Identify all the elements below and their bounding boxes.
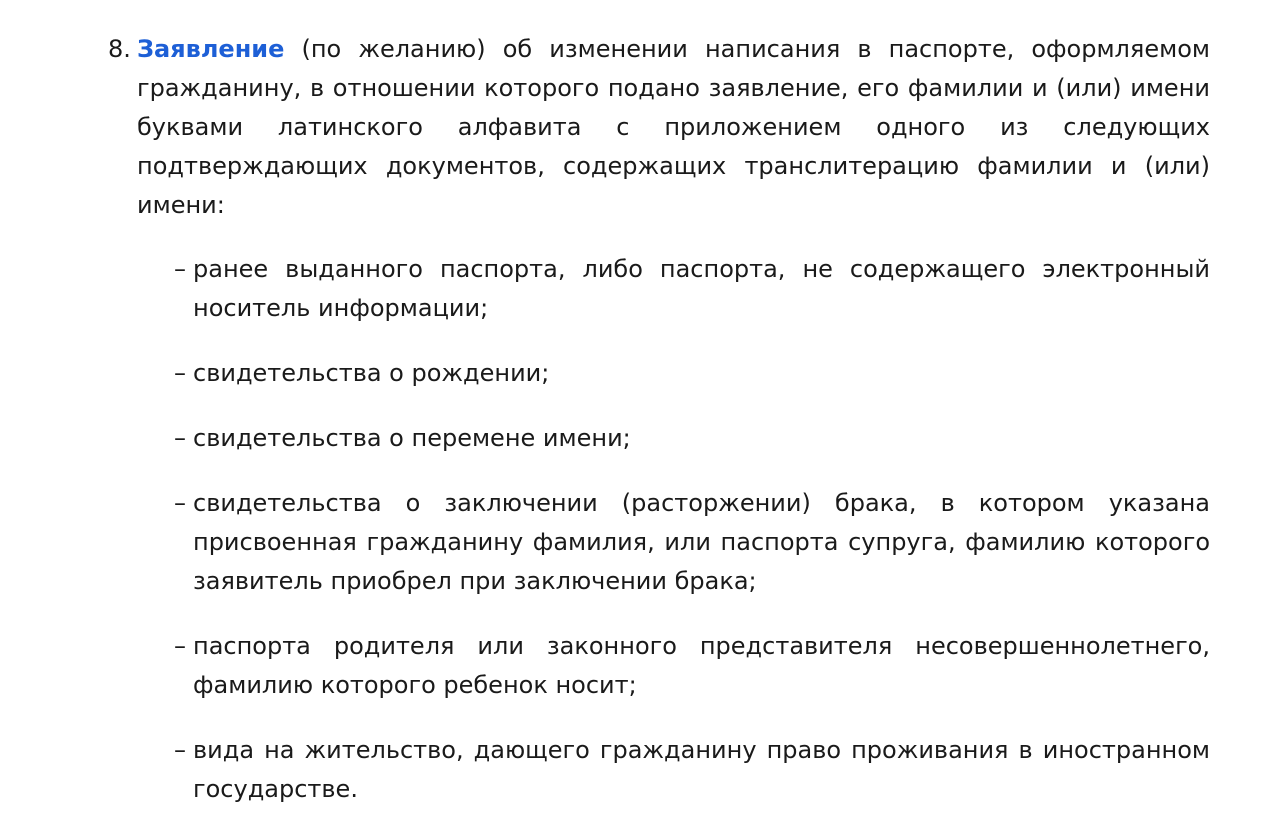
list-item <box>174 354 1210 393</box>
list-item-text: паспорта родителя или законного представителя несовершеннолетнего, фамилию которого ребенок носит; <box>193 632 1210 699</box>
list-item <box>174 484 1210 601</box>
list-item-text: (по желанию) об изменении написания в паспорте, оформляемом гражданину, в отношении которого подано заявление, его фамилии и (или) имени буквами латинского алфавита с приложением одного из следующих подтверждающих документов, содержащих транслитерацию фамилии и (или) имени: <box>137 35 1210 219</box>
dash-marker: – <box>174 255 186 283</box>
list-item <box>174 419 1210 458</box>
list-item <box>174 731 1210 809</box>
list-item-text: свидетельства о перемене имени; <box>193 424 631 452</box>
dash-marker: – <box>174 424 186 452</box>
list-item-text: свидетельства о рождении; <box>193 359 550 387</box>
dash-marker: – <box>174 359 186 387</box>
dash-marker: – <box>174 736 186 764</box>
list-item-text: свидетельства о заключении (расторжении) брака, в котором указана присвоенная гражданину фамилия, или паспорта супруга, фамилию которого заявитель приобрел при заключении брака; <box>193 489 1210 595</box>
list-item <box>174 250 1210 328</box>
list-item-body <box>137 30 1210 225</box>
list-item-row <box>108 30 1210 225</box>
application-link[interactable]: Заявление <box>137 35 285 63</box>
list-item <box>174 627 1210 705</box>
dash-marker: – <box>174 489 186 517</box>
documents-list <box>174 250 1210 835</box>
list-item-8 <box>108 30 1210 225</box>
list-item-text: ранее выданного паспорта, либо паспорта, не содержащего электронный носитель информации; <box>193 255 1210 322</box>
dash-marker: – <box>174 632 186 660</box>
list-item-text: вида на жительство, дающего гражданину право проживания в иностранном государстве. <box>193 736 1210 803</box>
list-item-number: 8. <box>108 35 131 63</box>
